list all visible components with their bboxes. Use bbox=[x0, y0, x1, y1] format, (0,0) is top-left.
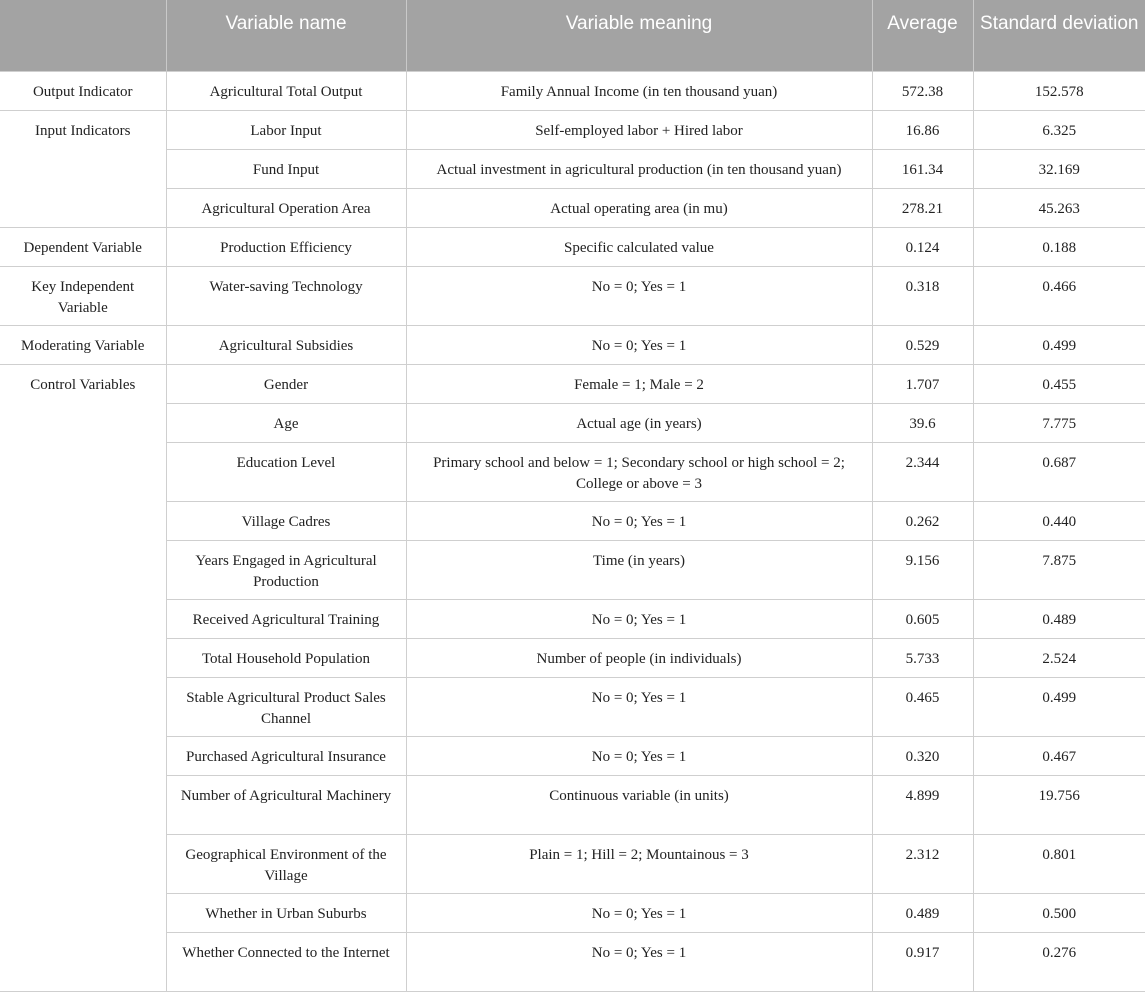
average-cell: 572.38 bbox=[872, 71, 973, 110]
sd-cell: 0.499 bbox=[973, 677, 1145, 736]
variable-meaning-cell: Actual operating area (in mu) bbox=[406, 188, 872, 227]
variable-meaning-cell: Female = 1; Male = 2 bbox=[406, 364, 872, 403]
variable-name-cell: Whether in Urban Suburbs bbox=[166, 893, 406, 932]
table-body bbox=[0, 71, 1145, 991]
group-cell: Moderating Variable bbox=[0, 325, 166, 364]
variable-name-cell: Purchased Agricultural Insurance bbox=[166, 736, 406, 775]
table-row bbox=[0, 149, 1145, 188]
table-row bbox=[0, 188, 1145, 227]
sd-cell: 0.500 bbox=[973, 893, 1145, 932]
table-row bbox=[0, 227, 1145, 266]
variable-meaning-cell: Plain = 1; Hill = 2; Mountainous = 3 bbox=[406, 834, 872, 893]
table-row bbox=[0, 364, 1145, 403]
header-standard-deviation: Standard deviation bbox=[973, 0, 1145, 71]
header-row bbox=[0, 0, 1145, 71]
sd-cell: 0.466 bbox=[973, 266, 1145, 325]
variable-name-cell: Labor Input bbox=[166, 110, 406, 149]
table-row bbox=[0, 540, 1145, 599]
variable-meaning-cell: Specific calculated value bbox=[406, 227, 872, 266]
variable-meaning-cell: No = 0; Yes = 1 bbox=[406, 932, 872, 991]
variable-name-cell: Whether Connected to the Internet bbox=[166, 932, 406, 991]
average-cell: 0.262 bbox=[872, 501, 973, 540]
table-row bbox=[0, 599, 1145, 638]
table-row bbox=[0, 442, 1145, 501]
average-cell: 16.86 bbox=[872, 110, 973, 149]
average-cell: 39.6 bbox=[872, 403, 973, 442]
sd-cell: 7.775 bbox=[973, 403, 1145, 442]
variable-name-cell: Agricultural Operation Area bbox=[166, 188, 406, 227]
variable-name-cell: Age bbox=[166, 403, 406, 442]
sd-cell: 0.276 bbox=[973, 932, 1145, 991]
variable-name-cell: Number of Agricultural Machinery bbox=[166, 775, 406, 834]
table-row bbox=[0, 403, 1145, 442]
average-cell: 161.34 bbox=[872, 149, 973, 188]
variable-name-cell: Water-saving Technology bbox=[166, 266, 406, 325]
sd-cell: 0.499 bbox=[973, 325, 1145, 364]
sd-cell: 0.188 bbox=[973, 227, 1145, 266]
variable-meaning-cell: No = 0; Yes = 1 bbox=[406, 736, 872, 775]
sd-cell: 0.440 bbox=[973, 501, 1145, 540]
average-cell: 0.320 bbox=[872, 736, 973, 775]
variable-name-cell: Total Household Population bbox=[166, 638, 406, 677]
variable-meaning-cell: Time (in years) bbox=[406, 540, 872, 599]
sd-cell: 45.263 bbox=[973, 188, 1145, 227]
sd-cell: 32.169 bbox=[973, 149, 1145, 188]
variable-meaning-cell: No = 0; Yes = 1 bbox=[406, 599, 872, 638]
variable-meaning-cell: No = 0; Yes = 1 bbox=[406, 325, 872, 364]
average-cell: 1.707 bbox=[872, 364, 973, 403]
sd-cell: 7.875 bbox=[973, 540, 1145, 599]
sd-cell: 152.578 bbox=[973, 71, 1145, 110]
header-variable-name: Variable name bbox=[166, 0, 406, 71]
table-row bbox=[0, 775, 1145, 834]
variable-name-cell: Agricultural Subsidies bbox=[166, 325, 406, 364]
sd-cell: 0.467 bbox=[973, 736, 1145, 775]
average-cell: 4.899 bbox=[872, 775, 973, 834]
variable-meaning-cell: No = 0; Yes = 1 bbox=[406, 677, 872, 736]
average-cell: 0.465 bbox=[872, 677, 973, 736]
average-cell: 0.605 bbox=[872, 599, 973, 638]
table-row bbox=[0, 834, 1145, 893]
variable-name-cell: Years Engaged in Agricultural Production bbox=[166, 540, 406, 599]
variable-meaning-cell: Actual age (in years) bbox=[406, 403, 872, 442]
variable-meaning-cell: Family Annual Income (in ten thousand yuan) bbox=[406, 71, 872, 110]
group-cell: Input Indicators bbox=[0, 110, 166, 227]
group-cell: Key Independent Variable bbox=[0, 266, 166, 325]
table-row bbox=[0, 71, 1145, 110]
variable-name-cell: Stable Agricultural Product Sales Channel bbox=[166, 677, 406, 736]
header-average: Average bbox=[872, 0, 973, 71]
average-cell: 5.733 bbox=[872, 638, 973, 677]
average-cell: 0.124 bbox=[872, 227, 973, 266]
average-cell: 2.344 bbox=[872, 442, 973, 501]
table-row bbox=[0, 501, 1145, 540]
average-cell: 0.318 bbox=[872, 266, 973, 325]
variable-meaning-cell: Continuous variable (in units) bbox=[406, 775, 872, 834]
table-row bbox=[0, 638, 1145, 677]
sd-cell: 0.687 bbox=[973, 442, 1145, 501]
group-cell: Output Indicator bbox=[0, 71, 166, 110]
table-row bbox=[0, 110, 1145, 149]
header-group bbox=[0, 0, 166, 71]
table-row bbox=[0, 325, 1145, 364]
header-variable-meaning: Variable meaning bbox=[406, 0, 872, 71]
sd-cell: 0.455 bbox=[973, 364, 1145, 403]
average-cell: 278.21 bbox=[872, 188, 973, 227]
variable-meaning-cell: Actual investment in agricultural production (in ten thousand yuan) bbox=[406, 149, 872, 188]
variable-name-cell: Received Agricultural Training bbox=[166, 599, 406, 638]
variable-meaning-cell: No = 0; Yes = 1 bbox=[406, 501, 872, 540]
average-cell: 2.312 bbox=[872, 834, 973, 893]
sd-cell: 0.489 bbox=[973, 599, 1145, 638]
sd-cell: 2.524 bbox=[973, 638, 1145, 677]
variable-name-cell: Geographical Environment of the Village bbox=[166, 834, 406, 893]
variable-name-cell: Agricultural Total Output bbox=[166, 71, 406, 110]
variable-name-cell: Fund Input bbox=[166, 149, 406, 188]
table-row bbox=[0, 893, 1145, 932]
variable-name-cell: Education Level bbox=[166, 442, 406, 501]
average-cell: 0.917 bbox=[872, 932, 973, 991]
table-row bbox=[0, 677, 1145, 736]
variable-meaning-cell: Number of people (in individuals) bbox=[406, 638, 872, 677]
table-row bbox=[0, 736, 1145, 775]
variable-meaning-cell: Self-employed labor + Hired labor bbox=[406, 110, 872, 149]
variable-meaning-cell: No = 0; Yes = 1 bbox=[406, 266, 872, 325]
table-row bbox=[0, 932, 1145, 991]
variable-name-cell: Village Cadres bbox=[166, 501, 406, 540]
variable-name-cell: Production Efficiency bbox=[166, 227, 406, 266]
average-cell: 9.156 bbox=[872, 540, 973, 599]
group-cell: Control Variables bbox=[0, 364, 166, 991]
average-cell: 0.529 bbox=[872, 325, 973, 364]
average-cell: 0.489 bbox=[872, 893, 973, 932]
sd-cell: 0.801 bbox=[973, 834, 1145, 893]
variable-meaning-cell: No = 0; Yes = 1 bbox=[406, 893, 872, 932]
table-row bbox=[0, 266, 1145, 325]
sd-cell: 6.325 bbox=[973, 110, 1145, 149]
group-cell: Dependent Variable bbox=[0, 227, 166, 266]
variable-meaning-cell: Primary school and below = 1; Secondary school or high school = 2; College or above = 3 bbox=[406, 442, 872, 501]
variable-name-cell: Gender bbox=[166, 364, 406, 403]
sd-cell: 19.756 bbox=[973, 775, 1145, 834]
